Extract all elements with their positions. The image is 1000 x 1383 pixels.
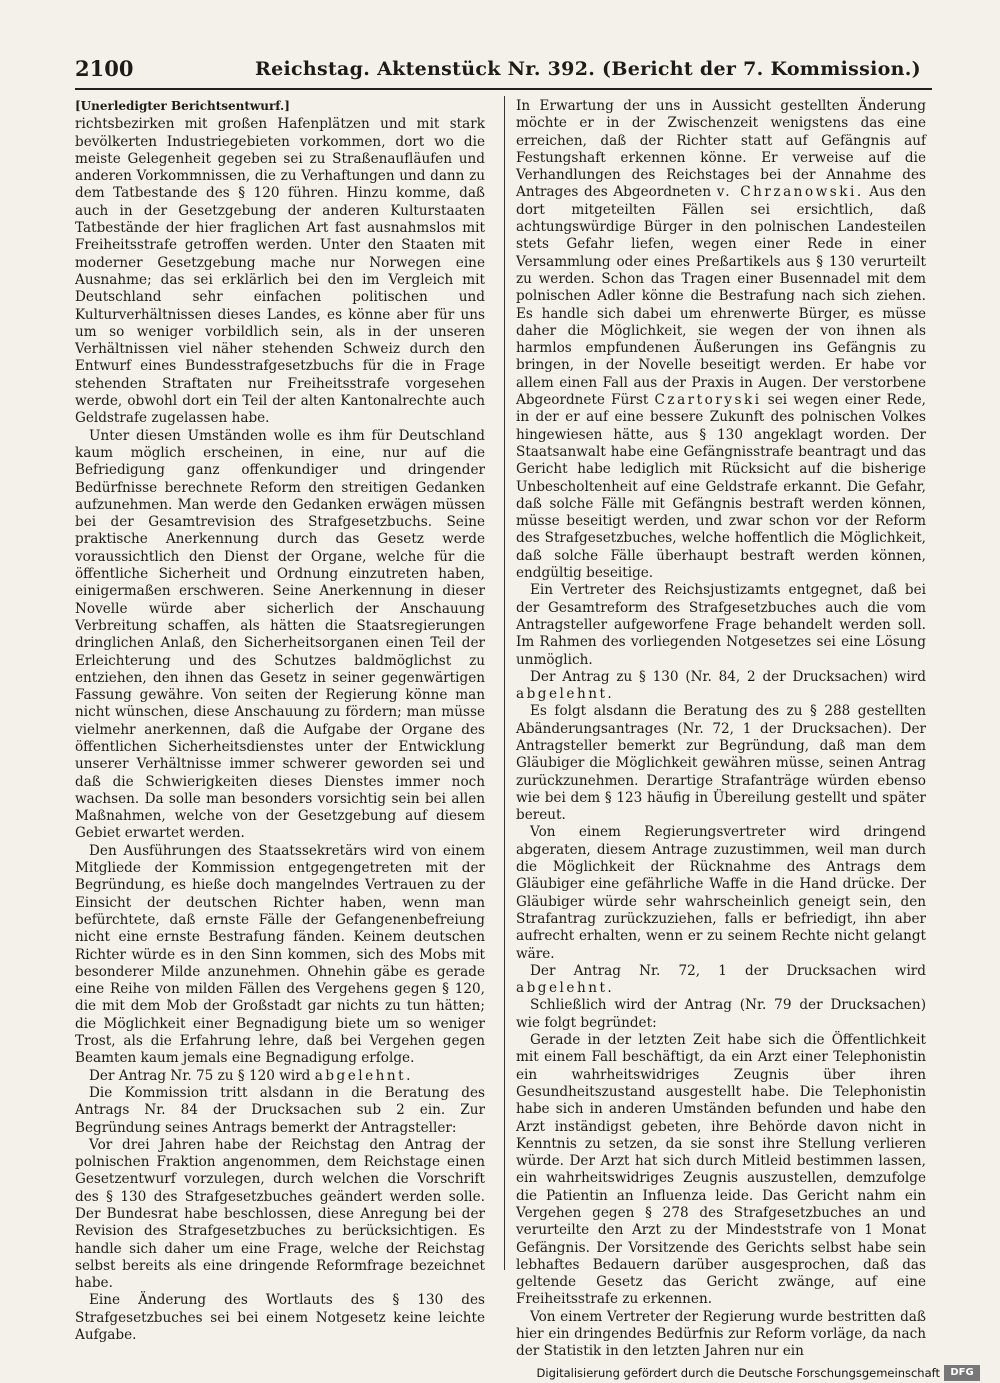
dfg-logo-icon: DFG [944, 1365, 980, 1381]
column-divider [504, 96, 505, 1270]
paragraph: Unter diesen Umständen wolle es ihm für Deutschland kaum möglich erscheinen, in eine, nur auf die Befriedigung ganz offenkundiger und dringender Bedürfnisse berechnete Reform den streitigen Gedanken aufzunehmen. Man werde den Gedanken erwägen müssen bei der Gesamtrevision des Strafgesetzbuchs. Seine praktische Anerkennung durch das Gesetz werde voraussichtlich den Dienst der Organe, welche für die öffentliche Sicherheit und Ordnung einzutreten haben, einigermaßen erschweren. Seine Anerkennung in dieser Novelle würde aber sicherlich der Anschauung Verbreitung schaffen, als hätten die Staatsregierungen dringlichen Anlaß, den Sicherheitsorganen einen Teil der Erleichterung und des Schutzes baldmöglichst zu entziehen, den ihnen das Gesetz in seiner gegenwärtigen Fassung gewähre. Von seiten der Regierung könne man nicht wünschen, diese Anschauung zu fördern; man müsse vielmehr anerkennen, daß die Aufgabe der Organe des öffentlichen Sicherheitsdienstes unter der Entwicklung unserer Verhältnisse immer schwerer geworden sei und daß die Schwierigkeiten dieses Dienstes immer noch wachsen. Da solle man besonders vorsichtig sein bei allen Maßnahmen, welche von der Gesetzgebung auf diesem Gebiet erwartet werden. [75, 427, 485, 842]
paragraph: Schließlich wird der Antrag (Nr. 79 der Drucksachen) wie folgt begründet: [516, 997, 926, 1031]
section-label: [Unerledigter Berichtsentwurf.] [75, 99, 290, 113]
paragraph: Vor drei Jahren habe der Reichstag den Antrag der polnischen Fraktion angenommen, dem Reichstage einen Gesetzentwurf vorzulegen, durch welchen die Vorschrift des § 130 des Strafgesetzbuches geändert werden solle. Der Bundesrat habe beschlossen, diese Anregung bei der Revision des Strafgesetzbuches zu berücksichtigen. Es handle sich daher um eine Frage, welche der Reichstag selbst bereits als eine dringende Reformfrage bezeichnet habe. [75, 1136, 485, 1292]
funding-note: Digitalisierung gefördert durch die Deutsche Forschungsgemeinschaft [536, 1366, 940, 1380]
page-number: 2100 [75, 56, 134, 81]
left-column [75, 98, 485, 1344]
right-column [516, 98, 926, 1361]
paragraph-text: Aus den dort mitgeteilten Fällen sei ersichtlich, daß achtungswürdige Bürger in den polnischen Landesteilen stets Gefahr liefen, wegen einer Rede in einer Versammlung oder eines Preßartikels aus § 130 verurteilt zu werden. Schon das Tragen einer Busennadel mit dem polnischen Adler könne die Bestrafung nach sich ziehen. Es handle sich dabei um ehrenwerte Bürger, es müsse daher die Möglichkeit, sie wegen der von ihnen als harmlos empfundenen Äußerungen ins Gefängnis zu bringen, in der Novelle beseitigt werden. Er habe vor allem einen Fall aus der Praxis in Augen. Der verstorbene Abgeordnete Fürst [516, 184, 926, 409]
decision-text: Der Antrag Nr. 75 zu § 120 wird [89, 1067, 315, 1084]
paragraph: Eine Änderung des Wortlauts des § 130 des Strafgesetzbuches sei bei einem Notgesetz keine leichte Aufgabe. [75, 1292, 485, 1344]
paragraph: Ein Vertreter des Reichsjustizamts entgegnet, daß bei der Gesamtreform des Strafgesetzbuches auch die vom Antragsteller aufgeworfene Frage behandelt werden soll. Im Rahmen des vorliegenden Notgesetzes sei eine Lösung unmöglich. [516, 582, 926, 668]
paragraph: Die Kommission tritt alsdann in die Beratung des Antrags Nr. 84 der Drucksachen sub 2 ein. Zur Begründung seines Antrags bemerkt der Antragsteller: [75, 1084, 485, 1136]
paragraph: Es folgt alsdann die Beratung des zu § 288 gestellten Abänderungsantrages (Nr. 72, 1 der Drucksachen). Der Antragsteller bemerkt zur Begründung, daß man dem Gläubiger die Möglichkeit gewähren müsse, seinen Antrag zurückzunehmen. Derartige Strafanträge würden ebenso wie bei dem § 123 häufig in Übereilung gestellt und später bereut. [516, 703, 926, 824]
paragraph [516, 98, 926, 582]
decision-emphasis: abgelehnt. [314, 1067, 413, 1084]
paragraph: Gerade in der letzten Zeit habe sich die Öffentlichkeit mit einem Fall beschäftigt, da ein Arzt einer Telephonistin ein wahrheitswidriges Zeugnis über ihren Gesundheitszustand ausgestellt habe. Die Telephonistin habe sich in anderen Umständen befunden und habe den Arzt inständigst gebeten, ihre Behörde davon nicht in Kenntnis zu setzen, da sie sonst ihre Stellung verlieren würde. Der Arzt hat sich durch Mitleid bestimmen lassen, ein wahrheitswidriges Zeugnis auszustellen, demzufolge die Patientin an Influenza leide. Das Gericht nahm ein Vergehen gegen § 278 des Strafgesetzbuches an und verurteilte den Arzt zu der Mindeststrafe von 1 Monat Gefängnis. Der Vorsitzende des Gerichts selbst habe sein lebhaftes Bedauern darüber ausgesprochen, daß das geltende Gesetz das Gericht zwänge, auf eine Freiheitsstrafe zu erkennen. [516, 1032, 926, 1308]
paragraph-text: sei wegen einer Rede, in der er auf eine bessere Zukunft des polnischen Volkes hingewiesen hätte, aus § 130 angeklagt worden. Der Staatsanwalt habe eine Gefängnisstrafe beantragt und das Gericht habe lediglich mit Rücksicht auf die bisherige Unbescholtenheit auf eine Geldstrafe erkannt. Die Gefahr, daß solche Fälle mit Gefängnis bestraft werden können, müsse beseitigt werden, und zwar schon vor der Reform des Strafgesetzbuches, welche hoffentlich die Möglichkeit, daß solche Fälle überhaupt bestraft werden können, endgültig beseitige. [516, 392, 926, 582]
decision-line [516, 963, 926, 998]
decision-line [516, 669, 926, 704]
person-name: v. Chrzanowski. [716, 184, 864, 201]
paragraph: Von einem Regierungsvertreter wird dringend abgeraten, diesem Antrage zuzustimmen, weil man durch die Möglichkeit der Rücknahme des Antrags dem Gläubiger eine gefährliche Waffe in die Hand drücke. Der Gläubiger würde sehr wahrscheinlich geneigt sein, den Strafantrag zurückzuziehen, falls er befriedigt, ihn aber aufrecht erhalten, wenn er zu seinem Rechte nicht gelangt wäre. [516, 824, 926, 962]
decision-emphasis: abgelehnt. [516, 980, 615, 997]
decision-line [75, 1068, 485, 1085]
funding-footer [536, 1366, 980, 1383]
paragraph: Den Ausführungen des Staatssekretärs wird von einem Mitgliede der Kommission entgegengetreten mit der Begründung, es hieße doch mangelndes Vertrauen zu der Einsicht der deutschen Richter haben, wenn man befürchtete, daß ernste Fälle der Gefangenenbefreiung nicht eine ernste Bestrafung fänden. Keinem deutschen Richter würde es in den Sinn kommen, sich des Mobs mit besonderer Milde anzunehmen. Ohnehin gäbe es gerade eine Reihe von milden Fällen des Vergehens gegen § 120, die mit dem Mob der Großstadt gar nichts zu tun hätten; die Möglichkeit einer Begnadigung biete um so weniger Trost, als die Erfahrung lehre, daß bei Vergehen gegen Beamten kaum jemals eine Begnadigung erfolge. [75, 842, 485, 1067]
page-header [75, 52, 932, 90]
decision-text: Der Antrag zu § 130 (Nr. 84, 2 der Drucksachen) wird [530, 668, 926, 685]
running-title: Reichstag. Aktenstück Nr. 392. (Bericht der 7. Kommission.) [255, 58, 921, 80]
decision-emphasis: abgelehnt. [516, 686, 615, 703]
paragraph-text: In Erwartung der uns in Aussicht gestellten Änderung möchte er in der Zwischenzeit wenigstens das eine erreichen, daß der Richter statt auf Gefängnis auf Festungshaft erkennen könne. Er verweise auf die Verhandlungen des Reichstages bei der Annahme des Antrages des Abgeordneten [516, 98, 926, 201]
decision-text: Der Antrag Nr. 72, 1 der Drucksachen wird [530, 962, 926, 979]
paragraph: Von einem Vertreter der Regierung wurde bestritten daß hier ein dringendes Bedürfnis zur Reform vorläge, da nach der Statistik in den letzten Jahren nur ein [516, 1308, 926, 1360]
paragraph: richtsbezirken mit großen Hafenplätzen und mit stark bevölkerten Industriegebieten vorkommen, dort wo die meiste Gelegenheit gegeben sei zu Straßenaufläufen und anderen Vorkommnissen, die zu Verhaftungen und dann zu dem Tatbestande des § 120 führen. Hinzu komme, daß auch in der Gesetzgebung der anderen Kulturstaaten Tatbestände der hier fraglichen Art fast ausnahmslos mit Freiheitsstrafe getroffen werden. Unter den Staaten mit moderner Gesetzgebung mache nur Norwegen eine Ausnahme; das sei erklärlich bei den im Vergleich mit Deutschland sehr einfachen politischen und Kulturverhältnissen dieses Landes, es könne aber für uns um so weniger vorbildlich sein, als in der unseren Verhältnissen viel näher stehenden Schweiz durch den Entwurf eines Bundesstrafgesetzbuchs für die in Frage stehenden Straftaten nur Freiheitsstrafe vorgesehen werde, obwohl dort ein Teil der alten Kantonalrechte auch Geldstrafe zugelassen habe. [75, 116, 485, 427]
person-name: Czartoryski [654, 392, 762, 409]
